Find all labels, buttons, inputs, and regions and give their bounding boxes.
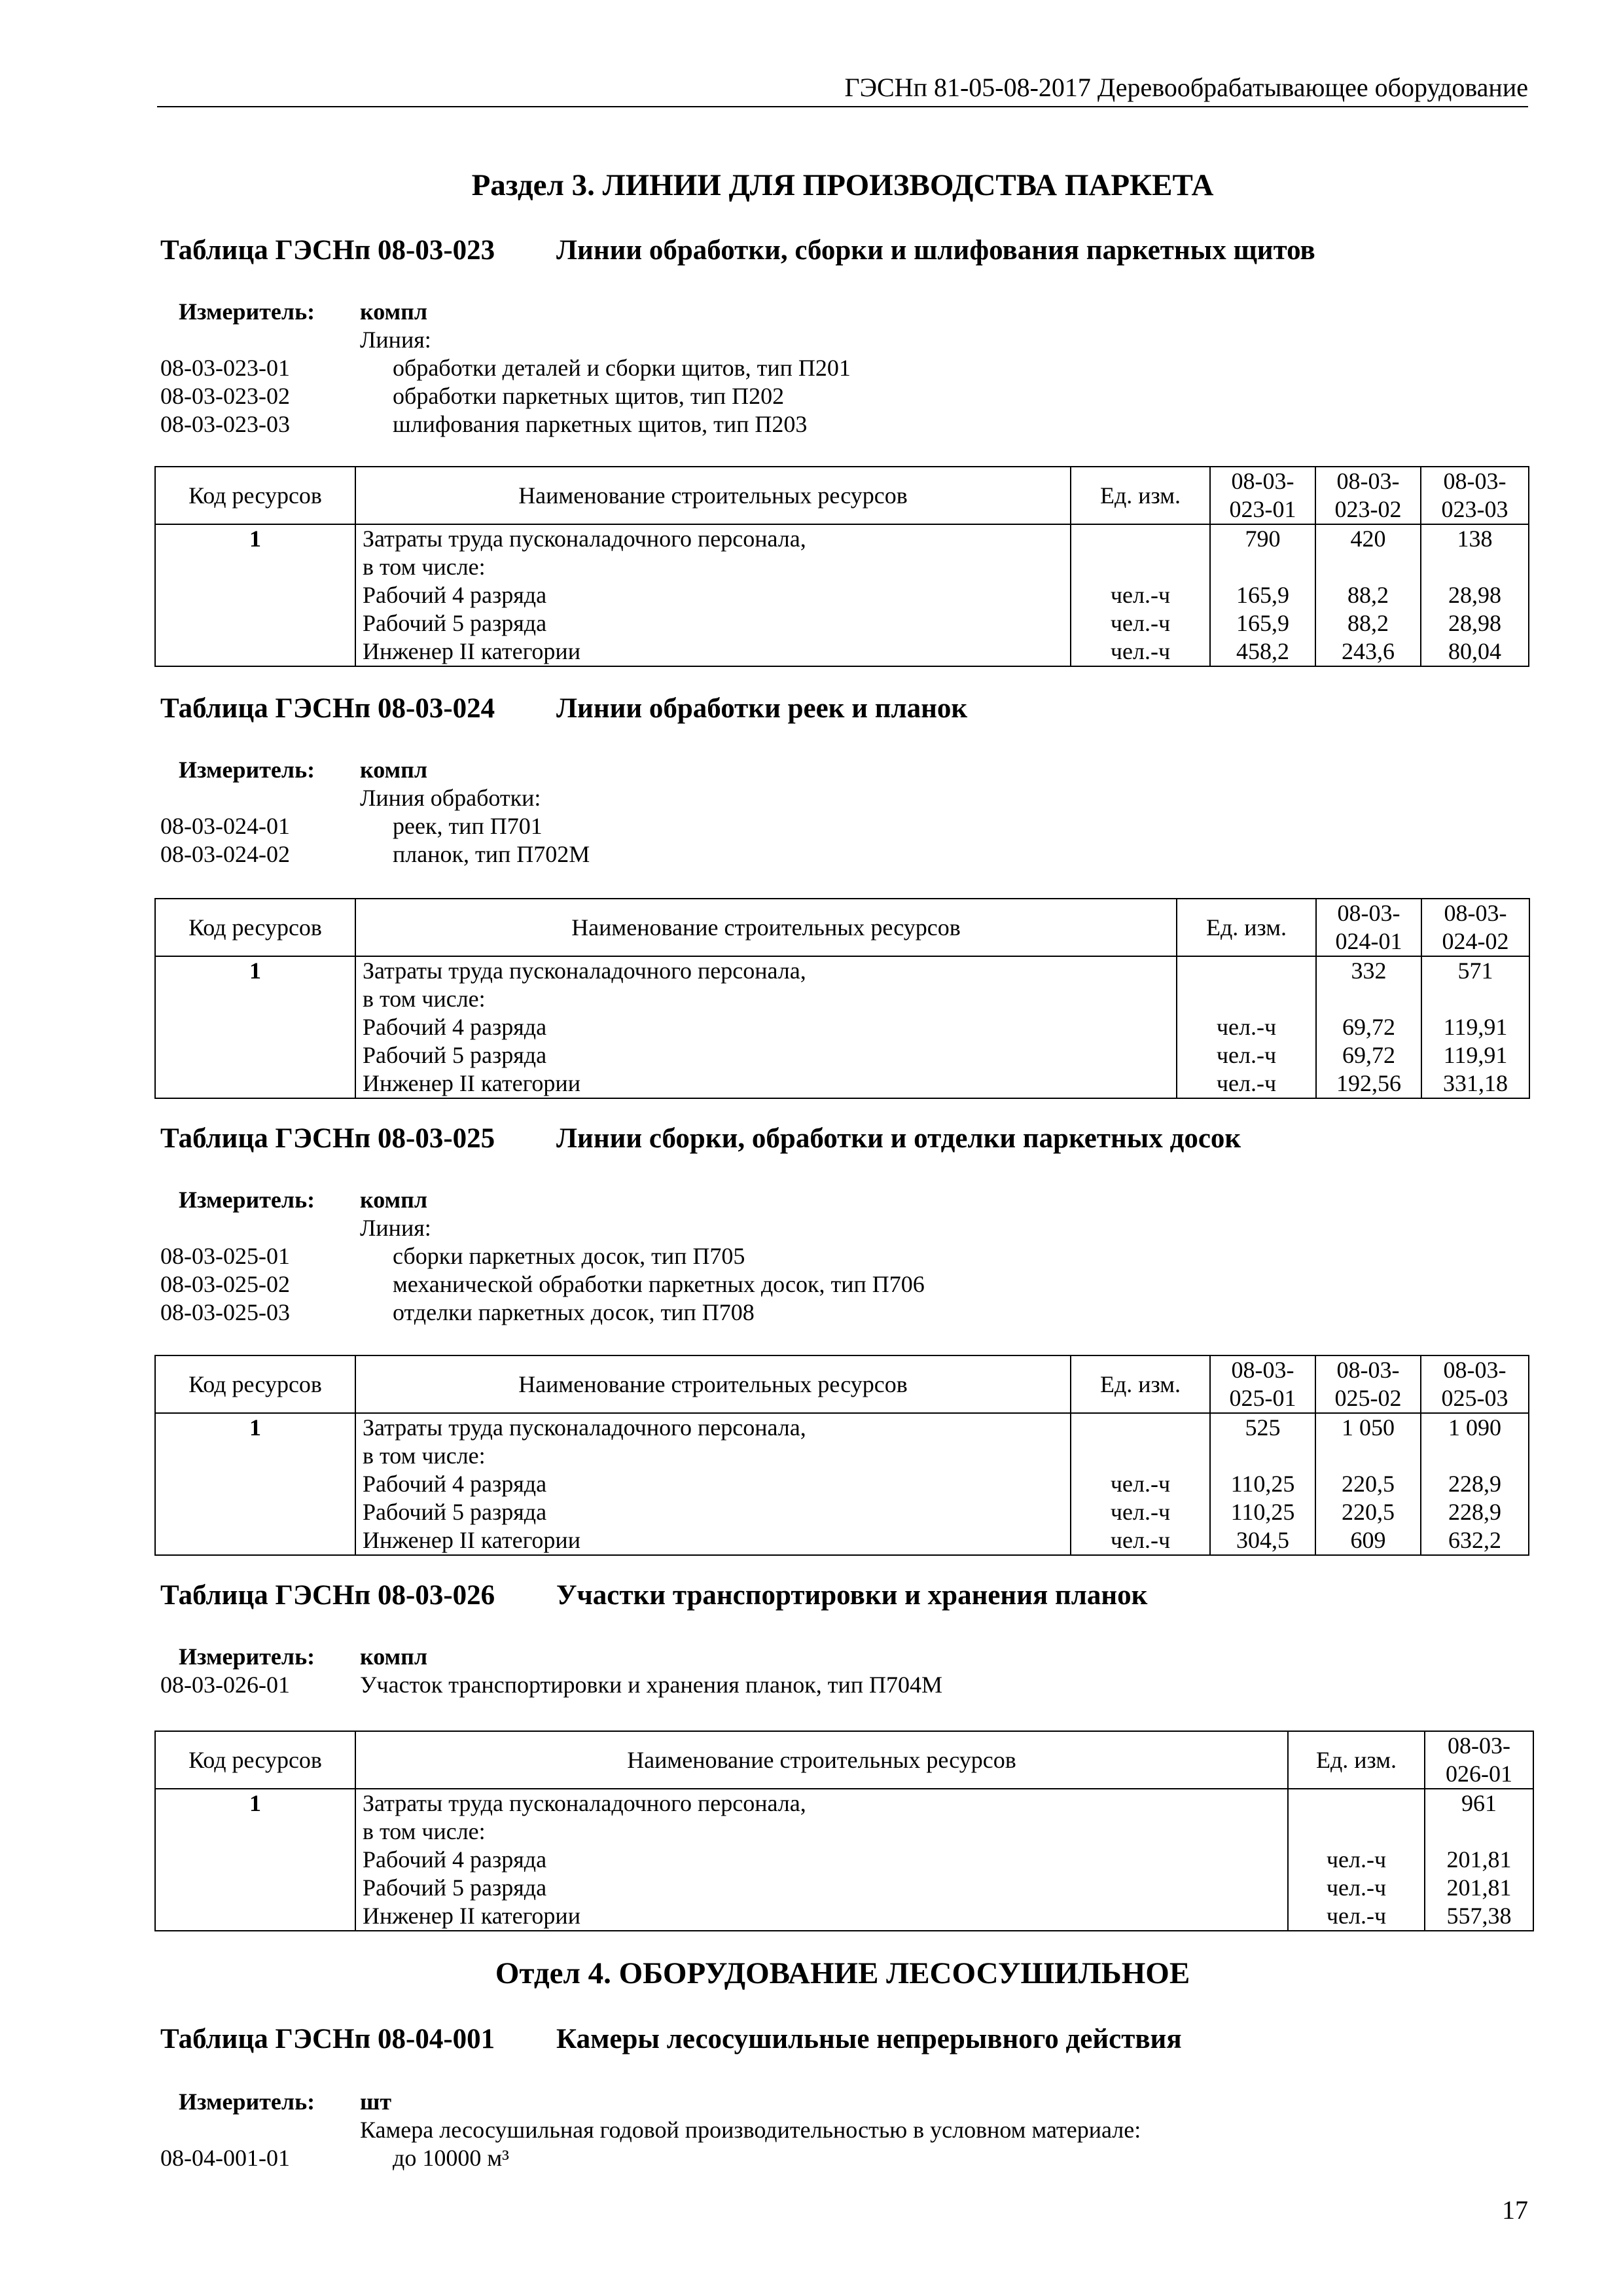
col-header-code: Код ресурсов xyxy=(155,1355,355,1413)
table-header-row xyxy=(155,1731,1533,1789)
item-text: Участок транспортировки и хранения планок, тип П704М xyxy=(360,1672,943,1698)
col-header-norm: 08-03- 024-01 xyxy=(1316,899,1421,956)
measure-unit: компл xyxy=(360,1643,428,1670)
measure-label: Измеритель: xyxy=(179,298,315,325)
col-header-name: Наименование строительных ресурсов xyxy=(355,1731,1288,1789)
norm-values: 332 69,72 69,72 192,56 xyxy=(1316,956,1421,1098)
resource-units: чел.-ч чел.-ч чел.-ч xyxy=(1288,1789,1425,1931)
col-header-code: Код ресурсов xyxy=(155,899,355,956)
resource-names: Затраты труда пусконаладочного персонала, в том числе: Рабочий 4 разряда Рабочий 5 разряда Инженер II категории xyxy=(355,524,1071,666)
item-text: планок, тип П702М xyxy=(393,841,590,867)
col-header-unit: Ед. изм. xyxy=(1177,899,1316,956)
table-header-row xyxy=(155,899,1529,956)
table-header-row xyxy=(155,1355,1529,1413)
resource-names: Затраты труда пусконаладочного персонала, в том числе: Рабочий 4 разряда Рабочий 5 разряда Инженер II категории xyxy=(355,1413,1071,1555)
col-header-name: Наименование строительных ресурсов xyxy=(355,899,1177,956)
item-code: 08-03-024-01 xyxy=(160,813,290,839)
resource-table xyxy=(154,1731,1534,1931)
item-text: шлифования паркетных щитов, тип П203 xyxy=(393,411,808,437)
measure-unit: компл xyxy=(360,1187,428,1213)
measure-label: Измеритель: xyxy=(179,1643,315,1670)
measure-label: Измеритель: xyxy=(179,2089,315,2115)
measure-label: Измеритель: xyxy=(179,1187,315,1213)
section-title: Отдел 4. ОБОРУДОВАНИЕ ЛЕСОСУШИЛЬНОЕ xyxy=(495,1956,1190,1990)
resource-units: чел.-ч чел.-ч чел.-ч xyxy=(1177,956,1316,1098)
norm-values: 790 165,9 165,9 458,2 xyxy=(1210,524,1315,666)
measure-unit: компл xyxy=(360,757,428,783)
resource-table xyxy=(154,898,1530,1099)
col-header-norm: 08-03- 023-03 xyxy=(1421,467,1529,524)
table-title: Линии обработки, сборки и шлифования паркетных щитов xyxy=(556,235,1315,266)
norm-values: 1 050 220,5 220,5 609 xyxy=(1315,1413,1421,1555)
measure-block xyxy=(160,298,851,439)
measure-unit: шт xyxy=(360,2089,392,2115)
item-code: 08-03-026-01 xyxy=(160,1672,290,1698)
col-header-code: Код ресурсов xyxy=(155,467,355,524)
item-code: 08-03-025-01 xyxy=(160,1243,290,1269)
items-intro: Линия: xyxy=(360,1215,431,1241)
col-header-code: Код ресурсов xyxy=(155,1731,355,1789)
col-header-norm: 08-03- 025-03 xyxy=(1421,1355,1529,1413)
resource-code: 1 xyxy=(155,956,355,1098)
table-title: Камеры лесосушильные непрерывного действия xyxy=(556,2024,1182,2054)
item-text: обработки деталей и сборки щитов, тип П201 xyxy=(393,355,851,381)
norm-values: 420 88,2 88,2 243,6 xyxy=(1315,524,1421,666)
norm-values: 571 119,91 119,91 331,18 xyxy=(1421,956,1529,1098)
table-title: Линии обработки реек и планок xyxy=(556,693,968,724)
resource-table xyxy=(154,1355,1529,1556)
section-title: Раздел 3. ЛИНИИ ДЛЯ ПРОИЗВОДСТВА ПАРКЕТА xyxy=(471,168,1214,202)
item-code: 08-03-025-03 xyxy=(160,1299,290,1325)
table-header-row xyxy=(155,467,1529,524)
resource-names: Затраты труда пусконаладочного персонала, в том числе: Рабочий 4 разряда Рабочий 5 разряда Инженер II категории xyxy=(355,956,1177,1098)
table-heading xyxy=(160,1577,1147,1614)
running-header: ГЭСНп 81-05-08-2017 Деревообрабатывающее оборудование xyxy=(157,71,1528,107)
table-row xyxy=(155,1789,1533,1931)
item-text: до 10000 м³ xyxy=(393,2145,509,2171)
item-code: 08-03-023-02 xyxy=(160,383,290,409)
measure-label: Измеритель: xyxy=(179,757,315,783)
col-header-norm: 08-03- 026-01 xyxy=(1425,1731,1533,1789)
table-row xyxy=(155,524,1529,666)
table-code: Таблица ГЭСНп 08-03-025 xyxy=(160,1123,495,1154)
item-text: реек, тип П701 xyxy=(393,813,543,839)
resource-units: чел.-ч чел.-ч чел.-ч xyxy=(1071,1413,1210,1555)
table-row xyxy=(155,956,1529,1098)
table-title: Линии сборки, обработки и отделки паркетных досок xyxy=(556,1123,1241,1154)
measure-unit: компл xyxy=(360,298,428,325)
items-intro: Линия: xyxy=(360,327,431,353)
table-code: Таблица ГЭСНп 08-03-023 xyxy=(160,235,495,266)
item-text: механической обработки паркетных досок, тип П706 xyxy=(393,1271,925,1297)
col-header-name: Наименование строительных ресурсов xyxy=(355,467,1071,524)
norm-values: 138 28,98 28,98 80,04 xyxy=(1421,524,1529,666)
measure-block xyxy=(160,2088,1141,2172)
norm-values: 961 201,81 201,81 557,38 xyxy=(1425,1789,1533,1931)
table-code: Таблица ГЭСНп 08-04-001 xyxy=(160,2024,495,2054)
table-title: Участки транспортировки и хранения планок xyxy=(556,1580,1148,1611)
col-header-unit: Ед. изм. xyxy=(1071,467,1210,524)
resource-table xyxy=(154,466,1529,667)
item-code: 08-04-001-01 xyxy=(160,2145,290,2171)
col-header-norm: 08-03- 023-01 xyxy=(1210,467,1315,524)
page-number: 17 xyxy=(1502,2195,1528,2225)
table-heading xyxy=(160,2021,1182,2058)
item-code: 08-03-023-03 xyxy=(160,411,290,437)
col-header-norm: 08-03- 024-02 xyxy=(1421,899,1529,956)
table-heading xyxy=(160,232,1315,269)
item-code: 08-03-023-01 xyxy=(160,355,290,381)
resource-code: 1 xyxy=(155,1413,355,1555)
col-header-unit: Ед. изм. xyxy=(1071,1355,1210,1413)
col-header-name: Наименование строительных ресурсов xyxy=(355,1355,1071,1413)
col-header-norm: 08-03- 023-02 xyxy=(1315,467,1421,524)
norm-values: 525 110,25 110,25 304,5 xyxy=(1210,1413,1315,1555)
col-header-unit: Ед. изм. xyxy=(1288,1731,1425,1789)
table-code: Таблица ГЭСНп 08-03-024 xyxy=(160,693,495,724)
measure-block xyxy=(160,1643,942,1699)
item-text: отделки паркетных досок, тип П708 xyxy=(393,1299,755,1325)
measure-block xyxy=(160,756,590,869)
resource-names: Затраты труда пусконаладочного персонала, в том числе: Рабочий 4 разряда Рабочий 5 разряда Инженер II категории xyxy=(355,1789,1288,1931)
norm-values: 1 090 228,9 228,9 632,2 xyxy=(1421,1413,1529,1555)
table-code: Таблица ГЭСНп 08-03-026 xyxy=(160,1580,495,1611)
item-text: сборки паркетных досок, тип П705 xyxy=(393,1243,745,1269)
items-intro: Линия обработки: xyxy=(360,785,541,811)
item-code: 08-03-025-02 xyxy=(160,1271,290,1297)
items-intro: Камера лесосушильная годовой производительностью в условном материале: xyxy=(360,2117,1141,2143)
col-header-norm: 08-03- 025-01 xyxy=(1210,1355,1315,1413)
resource-units: чел.-ч чел.-ч чел.-ч xyxy=(1071,524,1210,666)
table-heading xyxy=(160,691,967,727)
measure-block xyxy=(160,1186,925,1327)
table-row xyxy=(155,1413,1529,1555)
table-heading xyxy=(160,1121,1241,1157)
item-code: 08-03-024-02 xyxy=(160,841,290,867)
item-text: обработки паркетных щитов, тип П202 xyxy=(393,383,785,409)
resource-code: 1 xyxy=(155,1789,355,1931)
col-header-norm: 08-03- 025-02 xyxy=(1315,1355,1421,1413)
resource-code: 1 xyxy=(155,524,355,666)
